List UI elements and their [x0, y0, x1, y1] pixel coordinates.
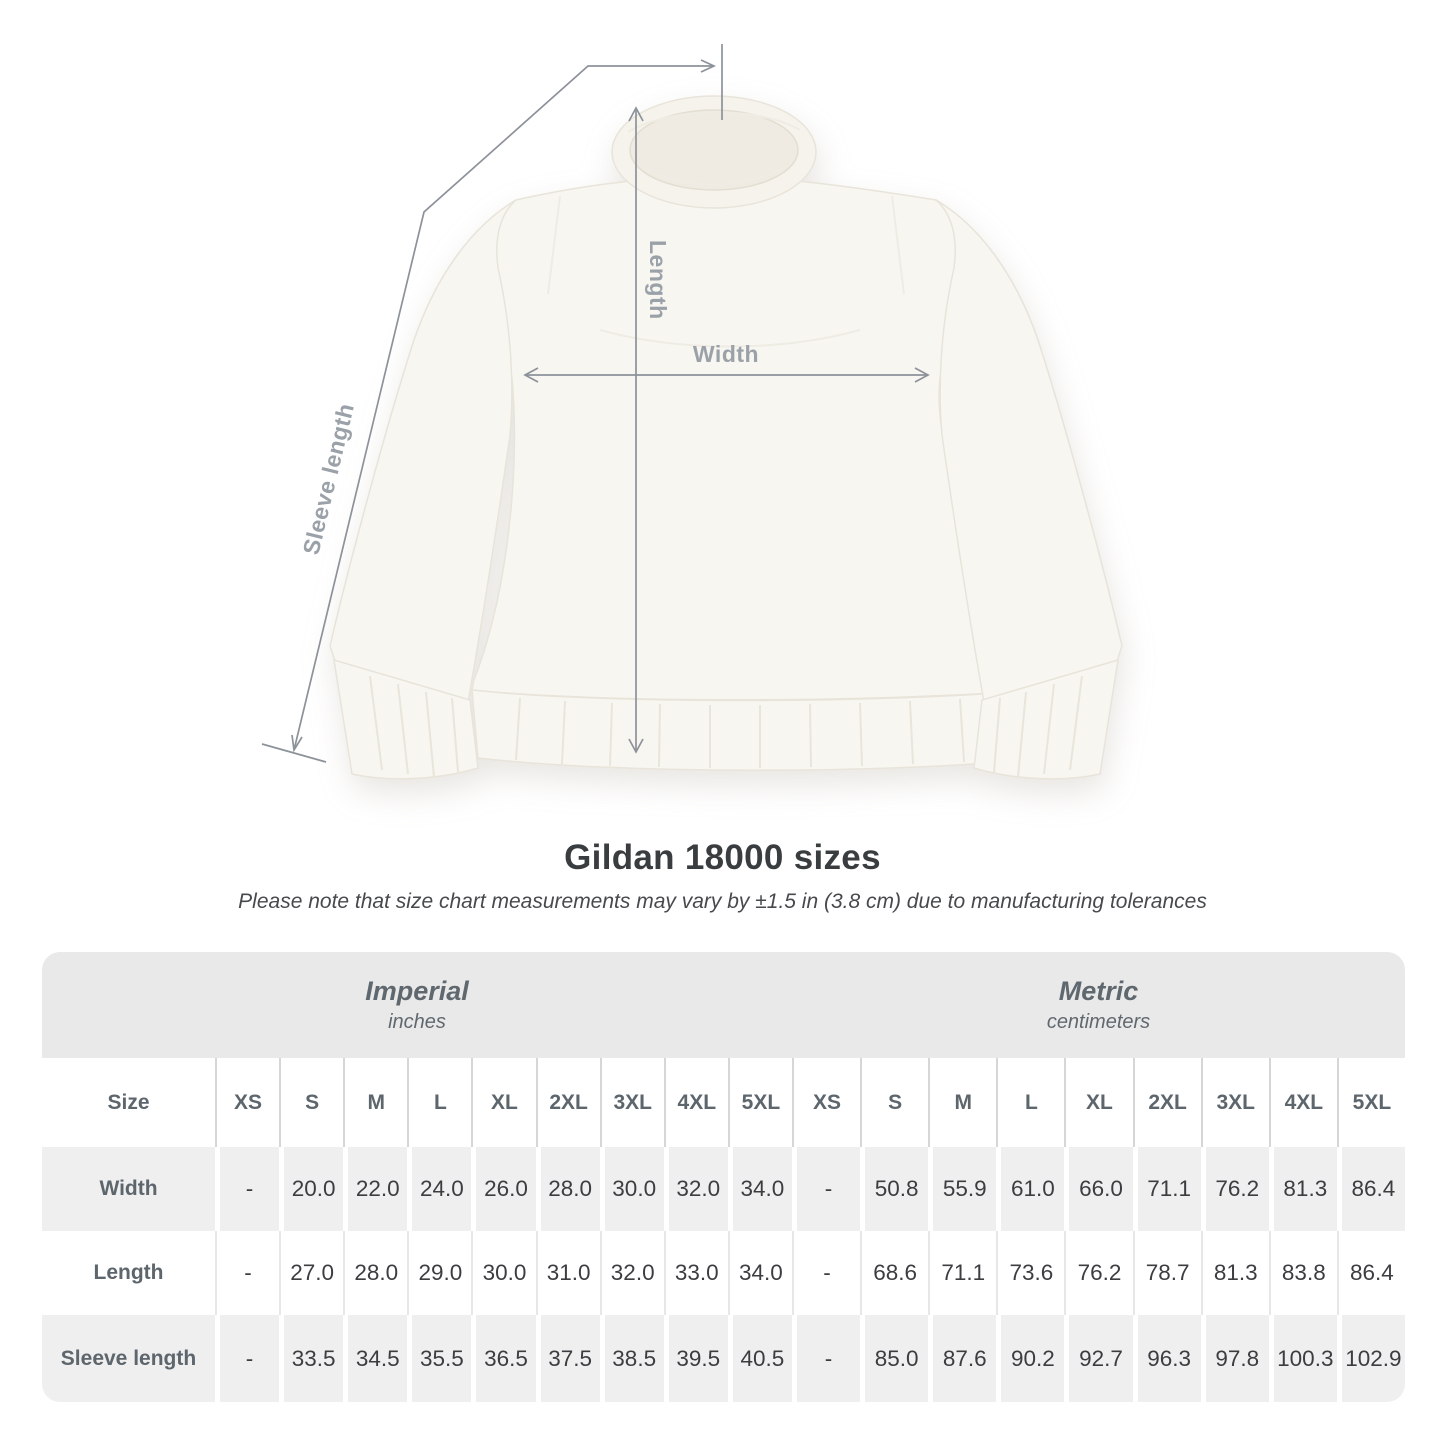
- value-cell: 71.1: [928, 1231, 996, 1315]
- size-header-row: [42, 1058, 1405, 1147]
- size-column-header: M: [928, 1058, 996, 1147]
- size-column-header: 3XL: [1201, 1058, 1269, 1147]
- value-cell: -: [215, 1315, 279, 1402]
- sleeve-length-row: [42, 1315, 1405, 1402]
- value-cell: 86.4: [1337, 1231, 1405, 1315]
- hem-band: [472, 690, 1036, 770]
- size-column-header: 4XL: [664, 1058, 728, 1147]
- value-cell: 87.6: [928, 1315, 996, 1402]
- size-column-header: 5XL: [728, 1058, 792, 1147]
- value-cell: 30.0: [471, 1231, 535, 1315]
- value-cell: -: [215, 1147, 279, 1231]
- value-cell: 90.2: [996, 1315, 1064, 1402]
- width-annotation-label: Width: [692, 341, 760, 367]
- size-column-header: 2XL: [1133, 1058, 1201, 1147]
- sweatshirt-illustration: [330, 96, 1122, 779]
- value-cell: 100.3: [1269, 1315, 1337, 1402]
- imperial-header: [42, 952, 792, 1058]
- length-annotation-label: Length: [645, 240, 671, 320]
- left-sleeve: [330, 200, 516, 702]
- value-cell: 33.5: [279, 1315, 343, 1402]
- value-cell: -: [792, 1147, 860, 1231]
- value-cell: -: [215, 1231, 279, 1315]
- value-cell: 102.9: [1337, 1315, 1405, 1402]
- size-column-header: 4XL: [1269, 1058, 1337, 1147]
- imperial-unit: inches: [388, 1011, 446, 1033]
- value-cell: 28.0: [536, 1147, 600, 1231]
- value-cell: -: [792, 1231, 860, 1315]
- title-block: [0, 838, 1445, 914]
- value-cell: 73.6: [996, 1231, 1064, 1315]
- value-cell: 34.5: [343, 1315, 407, 1402]
- metric-unit: centimeters: [1046, 1011, 1151, 1033]
- value-cell: 32.0: [664, 1147, 728, 1231]
- value-cell: -: [792, 1315, 860, 1402]
- size-column-header: 5XL: [1337, 1058, 1405, 1147]
- value-cell: 50.8: [860, 1147, 928, 1231]
- value-cell: 27.0: [279, 1231, 343, 1315]
- row-label-sleeve-length: Sleeve length: [42, 1315, 215, 1402]
- value-cell: 33.0: [664, 1231, 728, 1315]
- metric-header: [792, 952, 1405, 1058]
- value-cell: 36.5: [471, 1315, 535, 1402]
- value-cell: 32.0: [600, 1231, 664, 1315]
- size-column-header: XS: [792, 1058, 860, 1147]
- size-column-header: L: [407, 1058, 471, 1147]
- value-cell: 34.0: [728, 1231, 792, 1315]
- value-cell: 26.0: [471, 1147, 535, 1231]
- size-column-header: 2XL: [536, 1058, 600, 1147]
- size-column-header: S: [279, 1058, 343, 1147]
- value-cell: 35.5: [407, 1315, 471, 1402]
- value-cell: 20.0: [279, 1147, 343, 1231]
- value-cell: 96.3: [1133, 1315, 1201, 1402]
- value-cell: 97.8: [1201, 1315, 1269, 1402]
- value-cell: 39.5: [664, 1315, 728, 1402]
- row-label-width: Width: [42, 1147, 215, 1231]
- width-row: [42, 1147, 1405, 1231]
- size-column-header: XL: [471, 1058, 535, 1147]
- value-cell: 38.5: [600, 1315, 664, 1402]
- size-table: [42, 952, 1405, 1402]
- value-cell: 76.2: [1064, 1231, 1132, 1315]
- value-cell: 76.2: [1201, 1147, 1269, 1231]
- value-cell: 81.3: [1201, 1231, 1269, 1315]
- size-column-header: 3XL: [600, 1058, 664, 1147]
- value-cell: 29.0: [407, 1231, 471, 1315]
- tolerance-note: Please note that size chart measurements may vary by ±1.5 in (3.8 cm) due to manufacturing tolerances: [238, 890, 1207, 913]
- value-cell: 24.0: [407, 1147, 471, 1231]
- value-cell: 22.0: [343, 1147, 407, 1231]
- sleeve-annotation-label: Sleeve length: [297, 400, 359, 558]
- value-cell: 40.5: [728, 1315, 792, 1402]
- value-cell: 86.4: [1337, 1147, 1405, 1231]
- value-cell: 81.3: [1269, 1147, 1337, 1231]
- value-cell: 31.0: [536, 1231, 600, 1315]
- size-column-header: S: [860, 1058, 928, 1147]
- size-column-header: M: [343, 1058, 407, 1147]
- collar-opening: [630, 110, 798, 190]
- value-cell: 85.0: [860, 1315, 928, 1402]
- value-cell: 66.0: [1064, 1147, 1132, 1231]
- metric-title: Metric: [1058, 976, 1139, 1006]
- size-column-header: L: [996, 1058, 1064, 1147]
- value-cell: 68.6: [860, 1231, 928, 1315]
- value-cell: 83.8: [1269, 1231, 1337, 1315]
- size-column-title: Size: [107, 1090, 150, 1114]
- value-cell: 61.0: [996, 1147, 1064, 1231]
- value-cell: 37.5: [536, 1315, 600, 1402]
- value-cell: 30.0: [600, 1147, 664, 1231]
- size-column-header: XL: [1064, 1058, 1132, 1147]
- row-label-length: Length: [93, 1261, 164, 1284]
- size-column-header: XS: [215, 1058, 279, 1147]
- value-cell: 28.0: [343, 1231, 407, 1315]
- value-cell: 78.7: [1133, 1231, 1201, 1315]
- length-row: [42, 1231, 1405, 1315]
- value-cell: 34.0: [728, 1147, 792, 1231]
- value-cell: 55.9: [928, 1147, 996, 1231]
- unit-header-band: [42, 952, 1405, 1058]
- imperial-title: Imperial: [365, 976, 469, 1006]
- page-title: Gildan 18000 sizes: [564, 838, 881, 877]
- value-cell: 92.7: [1064, 1315, 1132, 1402]
- value-cell: 71.1: [1133, 1147, 1201, 1231]
